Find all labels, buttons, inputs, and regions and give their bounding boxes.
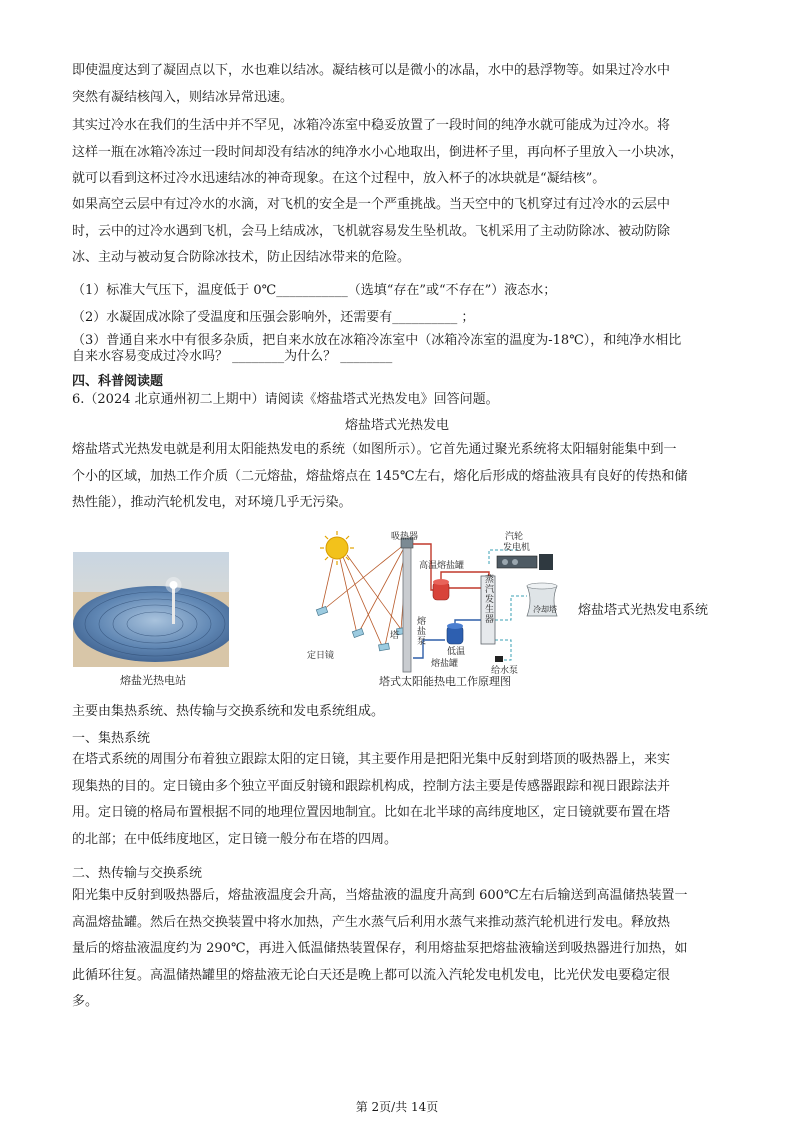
- label-absorber: 吸热器: [391, 532, 419, 542]
- cold-tank: [447, 623, 463, 644]
- label-turbine: 汽轮: [505, 532, 524, 542]
- photo-caption: 熔盐光热电站: [120, 674, 186, 687]
- turbine-generator: [497, 554, 553, 570]
- paragraph-collection: 在塔式系统的周围分布着独立跟踪太阳的定日镜，其主要作用是把阳光集中反射到塔顶的吸热器上，来实 现集热的目的。定日镜由多个独立平面反射镜和跟踪机构成，控制方法主要是传感器跟踪和视日跟踪法并 用。定日镜的格局布置根据不同的地理位置因地制宜。比如在北半球的高纬度地区，定日镜就要布置在塔 的北部；在中低纬度地区，定日镜一般分布在塔的四周。: [72, 752, 671, 847]
- sun-icon: [320, 531, 354, 565]
- tower-solar-diagram: [305, 530, 575, 678]
- label-cooling: 冷却塔: [533, 605, 557, 614]
- paragraph-intro: 熔盐塔式光热发电就是利用太阳能热发电的系统（如图所示）。它首先通过聚光系统将太阳辐射能集中到一 个小的区域，加热工作介质（二元熔盐，熔盐熔点在 145℃左右，熔化后形成的熔盐液具有良好的传热和储 热性能），推动汽轮机发电，对环境几乎无污染。: [72, 442, 688, 510]
- hot-tank: [433, 579, 449, 600]
- page-footer: 第 2页/共 14页: [355, 1100, 439, 1114]
- solar-plant-photo: [73, 552, 229, 667]
- system-overview: 主要由集热系统、热传输与交换系统和发电系统组成。: [72, 704, 385, 719]
- label-steam-gen-2: 发: [485, 595, 495, 605]
- question-3: （3）普通自来水中有很多杂质，把自来水放在冰箱冷冻室中（冰箱冷冻室的温度为-18℃），和纯净水相比 自来水容易变成过冷水吗？ ________为什么？ ________: [72, 333, 682, 364]
- question-2: （2）水凝固成冰除了受温度和压强会影响外，还需要有__________ ；: [72, 310, 475, 325]
- label-feed-pump: 给水泵: [491, 666, 519, 676]
- label-generator: 发电机: [503, 543, 531, 553]
- label-heliostat: 定日镜: [307, 651, 335, 661]
- label-steam-gen-3: 生: [485, 605, 495, 615]
- paragraph-supercooled-2: 其实过冷水在我们的生活中并不罕见，冰箱冷冻室中稳妥放置了一段时间的纯净水就可能成为过冷水。将 这样一瓶在冰箱冷冻过一段时间却没有结冰的纯净水小心地取出，倒进杯子里，再向杯子里放入一小块冰， 就可以看到这杯过冷水迅速结冰的神奇现象。在这个过程中，放入杯子的冰块就是“凝结核”。: [72, 118, 684, 186]
- article-title: 熔盐塔式光热发电: [344, 418, 449, 433]
- label-hot-tank: 高温熔盐罐: [419, 561, 465, 571]
- label-steam-gen-4: 器: [485, 615, 495, 625]
- label-tower: 塔: [390, 631, 400, 641]
- label-salt-pump-1: 盐: [417, 627, 427, 637]
- paragraph-transfer: 阳光集中反射到吸热器后，熔盐液温度会升高，当熔盐液的温度升高到 600℃左右后输送到高温储热装置一 高温熔盐罐。然后在热交换装置中将水加热，产生水蒸气后利用水蒸气来推动蒸汽轮机进行发电。释放热 量后的熔盐液温度约为 290℃，再进入低温储热装置保存，利用熔盐泵把熔盐液输送到吸热器进行加热，如 此循环往复。高温储热罐里的熔盐液无论白天还是晚上都可以流入汽轮发电机发电，比光伏发电要稳定很 多。: [72, 888, 688, 1009]
- tower: [403, 544, 411, 672]
- paragraph-aircraft-icing: 如果高空云层中有过冷水的水滴，对飞机的安全是一个严重挑战。当天空中的飞机穿过有过冷水的云层中 时，云中的过冷水遇到飞机，会马上结成冰，飞机就容易发生坠机故。飞机采用了主动防除冰、被动防除 冰、主动与被动复合防除冰技术，防止因结冰带来的危险。: [72, 197, 671, 265]
- feed-pump: [495, 656, 503, 662]
- label-salt-pump-2: 泵: [417, 637, 427, 647]
- section-heading: 四、科普阅读题: [72, 374, 164, 389]
- label-cold-tank-1: 熔盐罐: [431, 659, 459, 669]
- question-6: 6.（2024 北京通州初二上期中）请阅读《熔盐塔式光热发电》回答问题。: [72, 392, 499, 407]
- diagram-caption: 塔式太阳能热电工作原理图: [379, 675, 511, 688]
- label-steam-gen-0: 蒸: [485, 575, 495, 585]
- heading-collection: 一、集热系统: [72, 731, 151, 746]
- label-salt-pump-0: 熔: [417, 617, 427, 627]
- label-cold-tank-0: 低温: [447, 647, 466, 657]
- label-steam-gen-1: 汽: [485, 585, 495, 595]
- heading-transfer: 二、热传输与交换系统: [72, 866, 203, 881]
- diagram-side-label: 熔盐塔式光热发电系统: [578, 603, 709, 618]
- question-1: （1）标准大气压下，温度低于 0℃___________（选填“存在”或“不存在”）液态水；: [72, 283, 557, 298]
- paragraph-supercooled-1: 即使温度达到了凝固点以下，水也难以结冰。凝结核可以是微小的冰晶，水中的悬浮物等。如果过冷水中 突然有凝结核闯入，则结冰异常迅速。: [72, 63, 671, 105]
